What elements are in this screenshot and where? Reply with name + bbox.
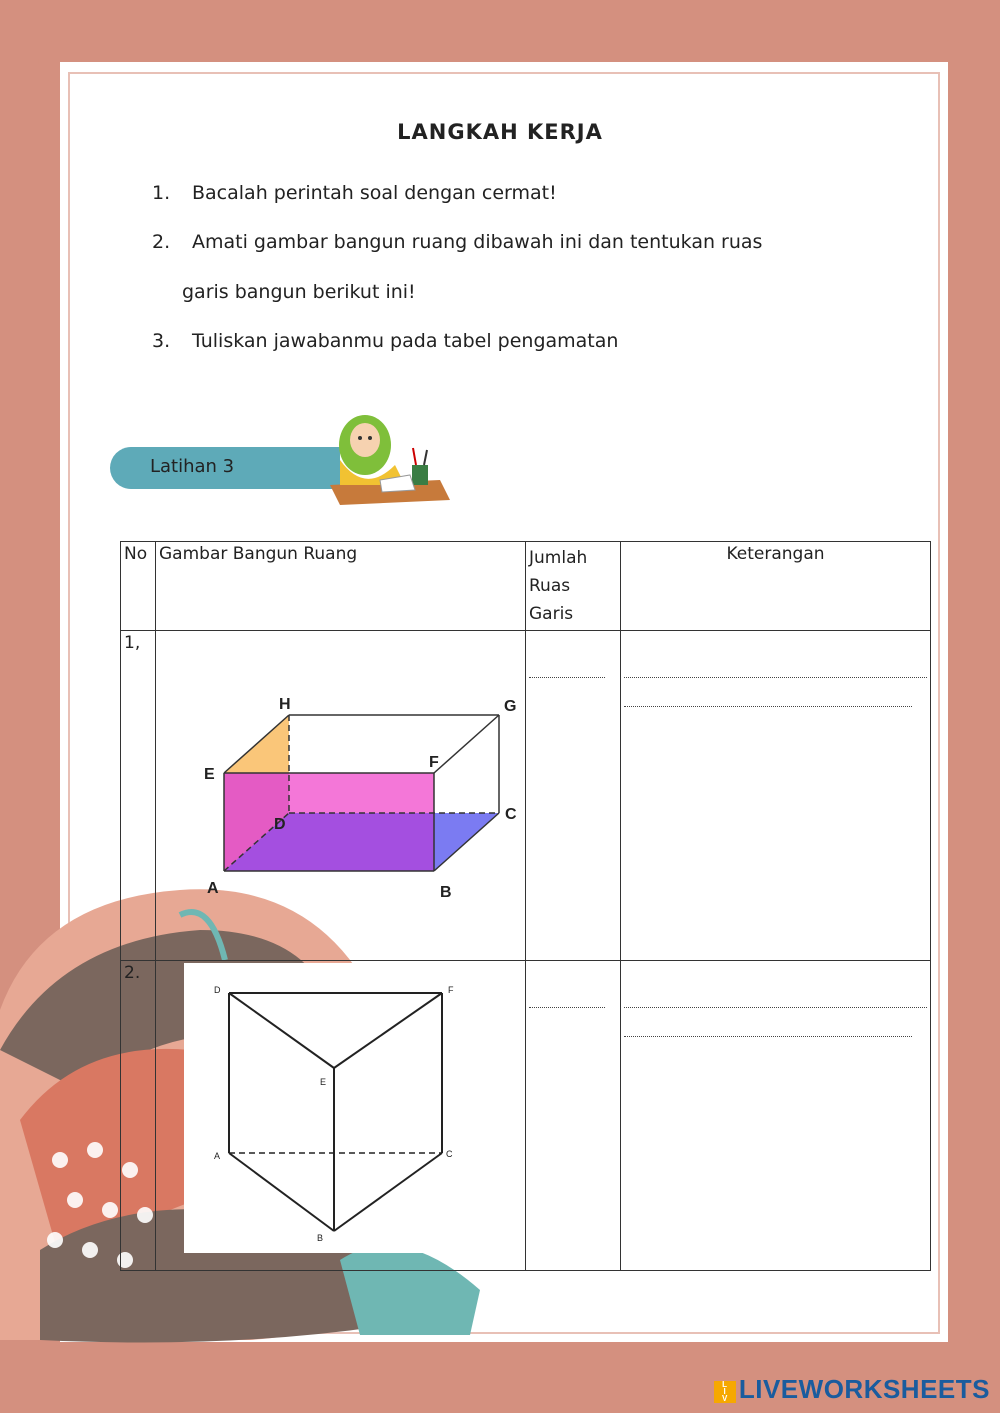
row-1-no: 1, — [121, 631, 156, 961]
step-2-continued: garis bangun berikut ini! — [182, 281, 416, 303]
section-banner — [110, 447, 340, 489]
row-1-jumlah[interactable] — [526, 631, 621, 961]
label-H: H — [279, 696, 291, 713]
cuboid-figure — [159, 653, 519, 953]
label-B: B — [317, 1233, 324, 1243]
section-label: Latihan 3 — [150, 456, 235, 477]
label-C: C — [446, 1149, 453, 1159]
table-header-row — [121, 542, 931, 631]
label-E: E — [320, 1077, 327, 1087]
row-2-figure — [156, 961, 526, 1271]
step-3: 3. Tuliskan jawabanmu pada tabel pengamatan — [152, 330, 619, 352]
row-1-figure — [156, 631, 526, 961]
label-G: G — [504, 698, 517, 715]
girl-drawing-illustration — [320, 400, 460, 510]
table-row — [121, 631, 931, 961]
label-C: C — [505, 806, 517, 823]
observation-table — [120, 541, 931, 1271]
row-2-keterangan[interactable] — [621, 961, 931, 1271]
prism-figure — [184, 963, 524, 1253]
label-F: F — [448, 985, 454, 995]
label-B: B — [440, 884, 452, 901]
page-title: LANGKAH KERJA — [397, 120, 603, 144]
row-1-keterangan[interactable] — [621, 631, 931, 961]
label-D: D — [214, 985, 221, 995]
step-2: 2. Amati gambar bangun ruang dibawah ini dan tentukan ruas — [152, 231, 763, 253]
label-D: D — [274, 816, 286, 833]
logo-icon: L I V — [714, 1381, 736, 1403]
label-A: A — [214, 1151, 221, 1161]
label-F: F — [429, 754, 439, 771]
header-gambar: Gambar Bangun Ruang — [156, 542, 526, 631]
table-row — [121, 961, 931, 1271]
row-2-jumlah[interactable] — [526, 961, 621, 1271]
label-E: E — [204, 766, 215, 783]
header-jumlah: Jumlah Ruas Garis — [526, 542, 621, 631]
step-1: 1. Bacalah perintah soal dengan cermat! — [152, 182, 557, 204]
header-keterangan: Keterangan — [621, 542, 931, 631]
header-no: No — [121, 542, 156, 631]
liveworksheets-logo[interactable]: L I V LIVEWORKSHEETS — [714, 1374, 990, 1405]
label-A: A — [207, 880, 219, 897]
row-2-no: 2. — [121, 961, 156, 1271]
